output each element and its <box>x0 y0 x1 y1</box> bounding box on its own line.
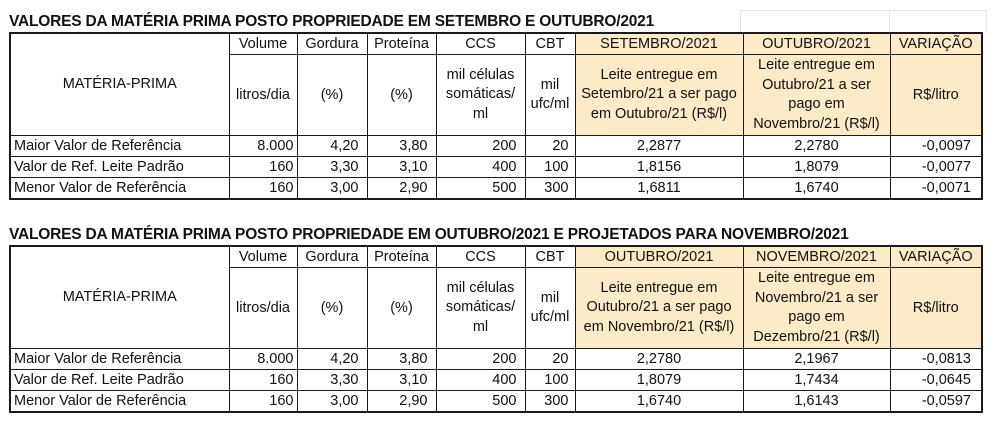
cell-proteina: 2,90 <box>367 178 436 200</box>
unit-price-1: Leite entregue em Outubro/21 a ser pago em Novembro/21 (R$/l) <box>575 268 743 349</box>
col-header-gordura: Gordura <box>297 33 367 55</box>
cell-ccs: 200 <box>436 349 525 370</box>
unit-price-2: Leite entregue em Novembro/21 a ser pago em Dezembro/21 (R$/l) <box>743 268 890 349</box>
table-title: VALORES DA MATÉRIA PRIMA POSTO PROPRIEDADE EM OUTUBRO/2021 E PROJETADOS PARA NOVEMBRO/2021 <box>9 226 849 243</box>
cell-variacao: -0,0097 <box>890 136 982 157</box>
unit-cbt: mil ufc/ml <box>525 268 575 349</box>
cell-volume: 160 <box>229 391 297 413</box>
col-header-cbt: CBT <box>525 246 575 268</box>
cell-price-1: 2,2780 <box>575 349 743 370</box>
col-header-variacao: VARIAÇÃO <box>890 246 982 268</box>
col-header-ccs: CCS <box>436 33 525 55</box>
cell-ccs: 400 <box>436 157 525 178</box>
unit-volume: litros/dia <box>229 55 297 136</box>
table-row <box>10 157 982 178</box>
row-label: Menor Valor de Referência <box>10 178 229 200</box>
col-header-price-2: OUTUBRO/2021 <box>743 33 890 55</box>
table-title: VALORES DA MATÉRIA PRIMA POSTO PROPRIEDADE EM SETEMBRO E OUTUBRO/2021 <box>9 13 655 30</box>
cell-proteina: 3,10 <box>367 370 436 391</box>
cell-gordura: 4,20 <box>297 136 367 157</box>
cell-price-1: 2,2877 <box>575 136 743 157</box>
row-label: Valor de Ref. Leite Padrão <box>10 157 229 178</box>
table-row <box>10 370 982 391</box>
cell-variacao: -0,0077 <box>890 157 982 178</box>
unit-price-2: Leite entregue em Outubro/21 a ser pago em Novembro/21 (R$/l) <box>743 55 890 136</box>
unit-gordura: (%) <box>297 55 367 136</box>
row-header-cell: MATÉRIA-PRIMA <box>10 246 229 349</box>
unit-volume: litros/dia <box>229 268 297 349</box>
col-header-ccs: CCS <box>436 246 525 268</box>
row-label: Menor Valor de Referência <box>10 391 229 413</box>
cell-price-2: 1,7434 <box>743 370 890 391</box>
col-header-variacao: VARIAÇÃO <box>890 33 982 55</box>
col-header-gordura: Gordura <box>297 246 367 268</box>
cell-ccs: 200 <box>436 136 525 157</box>
cell-cbt: 100 <box>525 157 575 178</box>
data-table <box>9 32 983 200</box>
cell-variacao: -0,0813 <box>890 349 982 370</box>
cell-gordura: 3,30 <box>297 157 367 178</box>
table-row <box>10 349 982 370</box>
unit-proteina: (%) <box>367 55 436 136</box>
table-row <box>10 136 982 157</box>
unit-price-1: Leite entregue em Setembro/21 a ser pago em Outubro/21 (R$/l) <box>575 55 743 136</box>
col-header-price-1: SETEMBRO/2021 <box>575 33 743 55</box>
cell-price-2: 1,8079 <box>743 157 890 178</box>
cell-cbt: 300 <box>525 178 575 200</box>
cell-proteina: 3,80 <box>367 136 436 157</box>
cell-gordura: 3,00 <box>297 391 367 413</box>
row-label: Valor de Ref. Leite Padrão <box>10 370 229 391</box>
unit-ccs: mil células somáticas/ ml <box>436 268 525 349</box>
cell-cbt: 20 <box>525 136 575 157</box>
unit-proteina: (%) <box>367 268 436 349</box>
cell-cbt: 20 <box>525 349 575 370</box>
cell-gordura: 3,30 <box>297 370 367 391</box>
cell-variacao: -0,0645 <box>890 370 982 391</box>
cell-volume: 8.000 <box>229 136 297 157</box>
unit-ccs: mil células somáticas/ ml <box>436 55 525 136</box>
data-table <box>9 245 983 413</box>
cell-cbt: 100 <box>525 370 575 391</box>
cell-ccs: 500 <box>436 391 525 413</box>
cell-variacao: -0,0071 <box>890 178 982 200</box>
cell-proteina: 3,80 <box>367 349 436 370</box>
cell-price-2: 1,6740 <box>743 178 890 200</box>
cell-price-2: 1,6143 <box>743 391 890 413</box>
unit-gordura: (%) <box>297 268 367 349</box>
cell-price-1: 1,8156 <box>575 157 743 178</box>
table-row <box>10 178 982 200</box>
cell-variacao: -0,0597 <box>890 391 982 413</box>
cell-price-1: 1,8079 <box>575 370 743 391</box>
cell-volume: 160 <box>229 157 297 178</box>
col-header-volume: Volume <box>229 33 297 55</box>
cell-volume: 8.000 <box>229 349 297 370</box>
col-header-price-1: OUTUBRO/2021 <box>575 246 743 268</box>
col-header-cbt: CBT <box>525 33 575 55</box>
col-header-proteina: Proteína <box>367 33 436 55</box>
spreadsheet-gridlines <box>740 10 987 33</box>
table-row <box>10 391 982 413</box>
col-header-volume: Volume <box>229 246 297 268</box>
cell-proteina: 2,90 <box>367 391 436 413</box>
cell-price-2: 2,1967 <box>743 349 890 370</box>
cell-gordura: 4,20 <box>297 349 367 370</box>
row-label: Maior Valor de Referência <box>10 349 229 370</box>
cell-ccs: 400 <box>436 370 525 391</box>
cell-price-1: 1,6811 <box>575 178 743 200</box>
unit-cbt: mil ufc/ml <box>525 55 575 136</box>
row-header-cell: MATÉRIA-PRIMA <box>10 33 229 136</box>
cell-gordura: 3,00 <box>297 178 367 200</box>
cell-price-1: 1,6740 <box>575 391 743 413</box>
unit-variacao: R$/litro <box>890 55 982 136</box>
cell-cbt: 300 <box>525 391 575 413</box>
col-header-proteina: Proteína <box>367 246 436 268</box>
cell-proteina: 3,10 <box>367 157 436 178</box>
cell-volume: 160 <box>229 178 297 200</box>
col-header-price-2: NOVEMBRO/2021 <box>743 246 890 268</box>
cell-price-2: 2,2780 <box>743 136 890 157</box>
row-label: Maior Valor de Referência <box>10 136 229 157</box>
cell-volume: 160 <box>229 370 297 391</box>
cell-ccs: 500 <box>436 178 525 200</box>
unit-variacao: R$/litro <box>890 268 982 349</box>
